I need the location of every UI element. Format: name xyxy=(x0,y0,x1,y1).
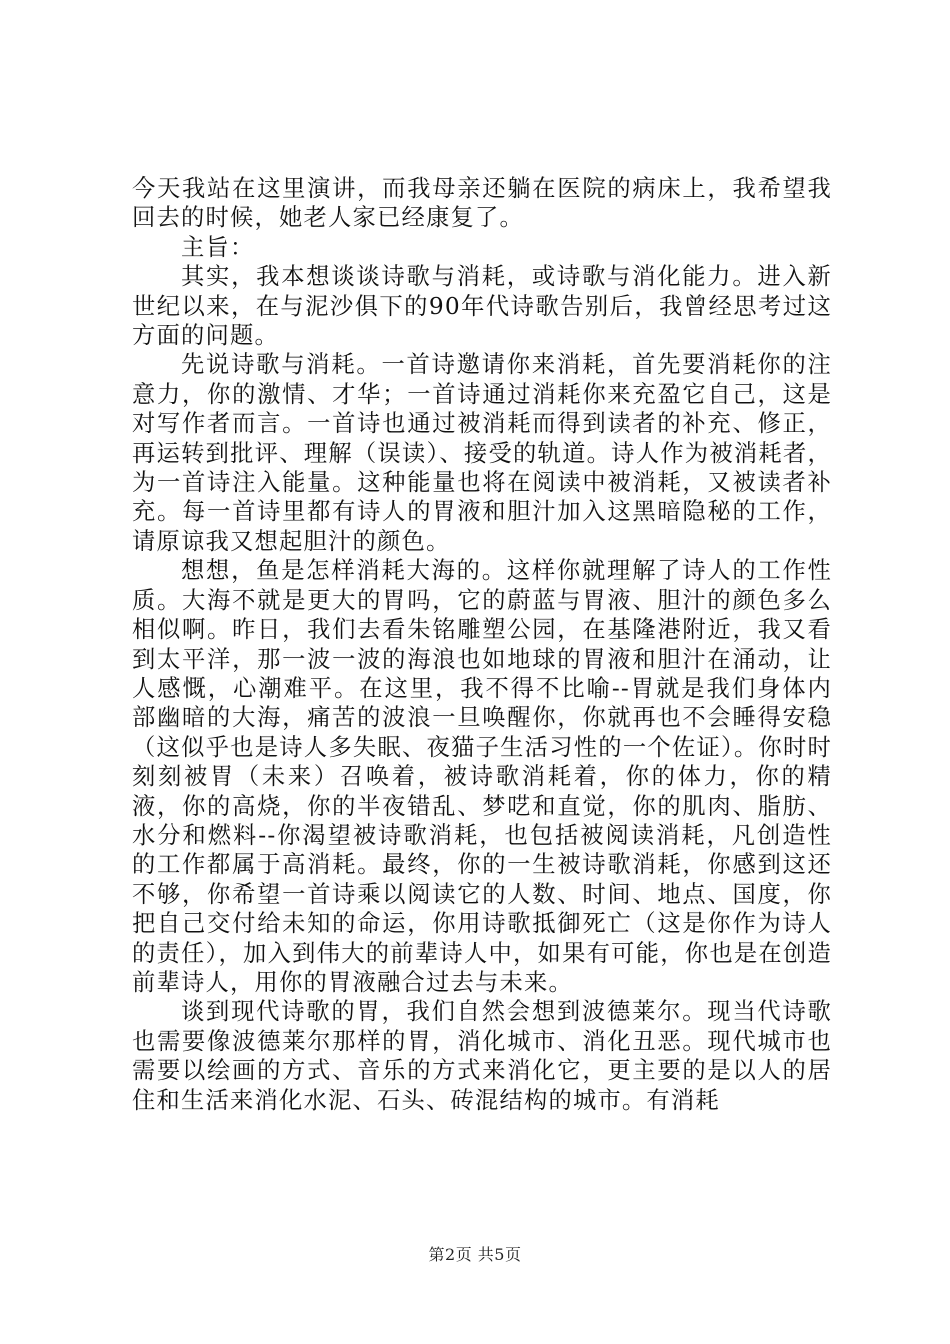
paragraph-poetry-and-consumption: 先说诗歌与消耗。一首诗邀请你来消耗，首先要消耗你的注意力，你的激情、才华；一首诗通过消耗你来充盈它自己，这是对写作者而言。一首诗也通过被消耗而得到读者的补充、修正，再运转到批评、理解（误读）、接受的轨道。诗人作为被消耗者，为一首诗注入能量。这种能量也将在阅读中被消耗，又被读者补充。每一首诗里都有诗人的胃液和胆汁加入这黑暗隐秘的工作，请原谅我又想起胆汁的颜色。 xyxy=(132,351,832,555)
paragraph-fish-and-sea: 想想，鱼是怎样消耗大海的。这样你就理解了诗人的工作性质。大海不就是更大的胃吗，它的蔚蓝与胃液、胆汁的颜色多么相似啊。昨日，我们去看朱铭雕塑公园，在基隆港附近，我又看到太平洋，那一波一波的海浪也如地球的胃液和胆汁在涌动，让人感慨，心潮难平。在这里，我不得不比喻--胃就是我们身体内部幽暗的大海，痛苦的波浪一旦唤醒你，你就再也不会睡得安稳（这似乎也是诗人多失眠、夜猫子生活习性的一个佐证）。你时时刻刻被胃（未来）召唤着，被诗歌消耗着，你的体力，你的精液，你的高烧，你的半夜错乱、梦呓和直觉，你的肌肉、脂肪、水分和燃料--你渴望被诗歌消耗，也包括被阅读消耗，凡创造性的工作都属于高消耗。最终，你的一生被诗歌消耗，你感到这还不够，你希望一首诗乘以阅读它的人数、时间、地点、国度，你把自己交付给未知的命运，你用诗歌抵御死亡（这是你作为诗人的责任），加入到伟大的前辈诗人中，如果有可能，你也是在创造前辈诗人，用你的胃液融合过去与未来。 xyxy=(132,557,832,996)
document-body xyxy=(132,174,832,1115)
paragraph-baudelaire: 谈到现代诗歌的胃，我们自然会想到波德莱尔。现当代诗歌也需要像波德莱尔那样的胃，消化城市、消化丑恶。现代城市也需要以绘画的方式、音乐的方式来消化它，更主要的是以人的居住和生活来消化水泥、石头、砖混结构的城市。有消耗 xyxy=(132,998,832,1114)
paragraph-poetry-consumption: 其实，我本想谈谈诗歌与消耗，或诗歌与消化能力。进入新世纪以来，在与泥沙俱下的90年代诗歌告别后，我曾经思考过这方面的问题。 xyxy=(132,263,832,350)
paragraph-heading-theme: 主旨： xyxy=(181,233,255,261)
paragraph-intro: 今天我站在这里演讲，而我母亲还躺在医院的病床上，我希望我回去的时候，她老人家已经康复了。 xyxy=(132,175,832,232)
page-footer: 第2页 共5页 xyxy=(428,1245,522,1264)
